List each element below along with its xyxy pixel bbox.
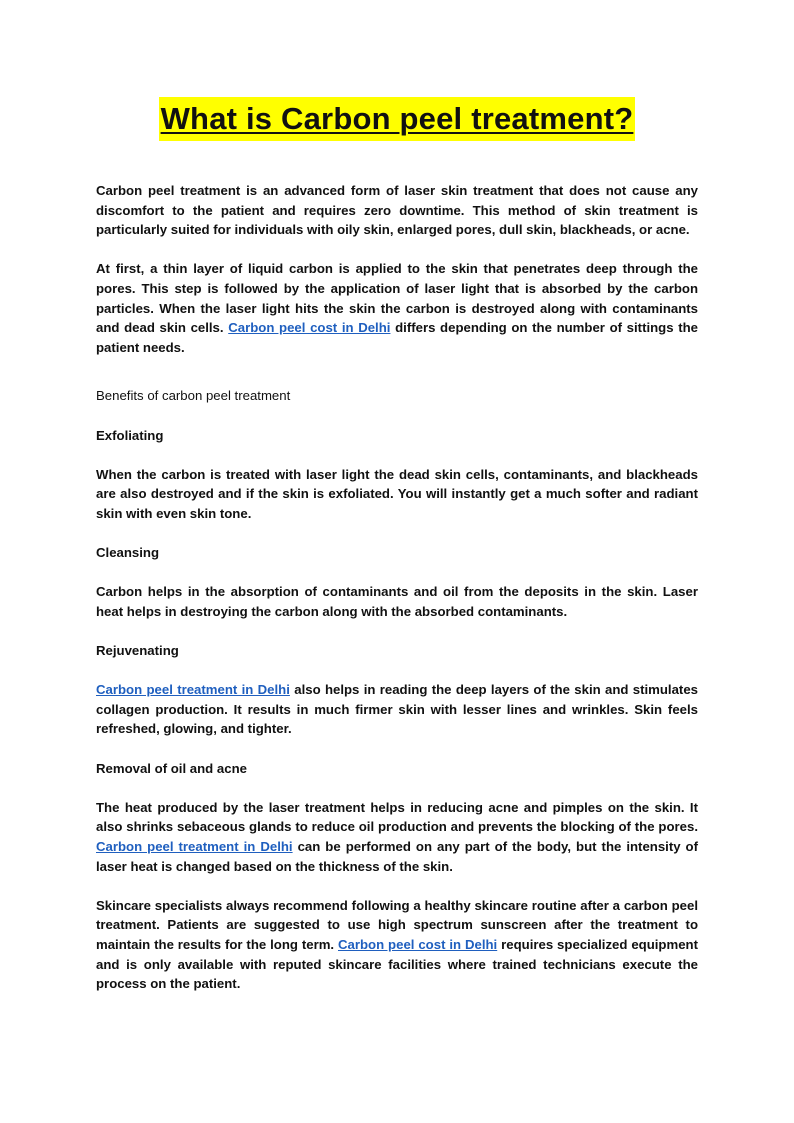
rejuvenating-paragraph (96, 680, 698, 739)
closing-text-after: requires specialized equipment and is only available with reputed skincare facilities where trained technicians execute the process on the patient. (96, 936, 698, 992)
cleansing-text: Carbon helps in the absorption of contaminants and oil from the deposits in the skin. Laser heat helps in destroying the carbon along with the absorbed contaminants. (96, 584, 698, 619)
rejuvenating-heading (96, 641, 698, 661)
exfoliating-heading-text: Exfoliating (96, 427, 164, 443)
removal-heading-text: Removal of oil and acne (96, 760, 247, 776)
removal-text-after: can be performed on any part of the body, but the intensity of laser heat is changed based on the thickness of the skin. (96, 839, 698, 874)
carbon-peel-cost-link-1[interactable]: Carbon peel cost in Delhi (228, 320, 391, 336)
cleansing-paragraph (96, 582, 698, 621)
carbon-peel-treatment-link-1[interactable]: Carbon peel treatment in Delhi (96, 682, 290, 698)
intro-paragraph-2 (96, 259, 698, 357)
intro-paragraph-2-text-after: differs depending on the number of sittings the patient needs. (96, 320, 699, 355)
exfoliating-heading (96, 426, 698, 446)
removal-text-before: The heat produced by the laser treatment helps in reducing acne and pimples on the skin. It also shrinks sebaceous glands to reduce oil production and prevents the blocking of the pores. (96, 799, 698, 835)
removal-paragraph (96, 798, 698, 876)
closing-paragraph (96, 896, 698, 994)
rejuvenating-heading-text: Rejuvenating (96, 643, 179, 659)
closing-text-before: Skincare specialists always recommend following a healthy skincare routine after a carbon peel treatment. Patients are suggested to use high spectrum sunscreen after the treatment to maintain the results for the long term. (96, 897, 698, 952)
intro-paragraph-1-text: Carbon peel treatment is an advanced form of laser skin treatment that does not cause any discomfort to the patient and requires zero downtime. This method of skin treatment is particularly suited for individuals with oily skin, enlarged pores, dull skin, blackheads, or acne. (96, 183, 698, 238)
benefits-heading (96, 386, 698, 406)
removal-heading (96, 759, 698, 779)
intro-paragraph-2-text-before: At first, a thin layer of liquid carbon is applied to the skin that penetrates deep through the pores. This step is followed by the application of laser light that is absorbed by the carbon particles. When the laser light hits the skin the carbon is destroyed along with contaminants and dead skin cells. (96, 261, 698, 336)
page-title: What is Carbon peel treatment? (159, 97, 636, 141)
carbon-peel-treatment-link-2[interactable]: Carbon peel treatment in Delhi (96, 839, 293, 854)
cleansing-heading-text: Cleansing (96, 545, 160, 561)
intro-paragraph-1 (96, 181, 698, 240)
benefits-heading-text: Benefits of carbon peel treatment (96, 388, 291, 404)
article-body (96, 181, 698, 1013)
exfoliating-paragraph (96, 465, 698, 524)
title-wrapper (0, 97, 794, 141)
exfoliating-text: When the carbon is treated with laser light the dead skin cells, contaminants, and blackheads are also destroyed and if the skin is exfoliated. You will instantly get a much softer and radiant skin with even skin tone. (96, 466, 698, 521)
carbon-peel-cost-link-2[interactable]: Carbon peel cost in Delhi (338, 936, 498, 952)
cleansing-heading (96, 543, 698, 563)
rejuvenating-text-after: also helps in reading the deep layers of the skin and stimulates collagen production. It results in much firmer skin with lesser lines and wrinkles. Skin feels refreshed, glowing, and tighter. (96, 682, 698, 737)
